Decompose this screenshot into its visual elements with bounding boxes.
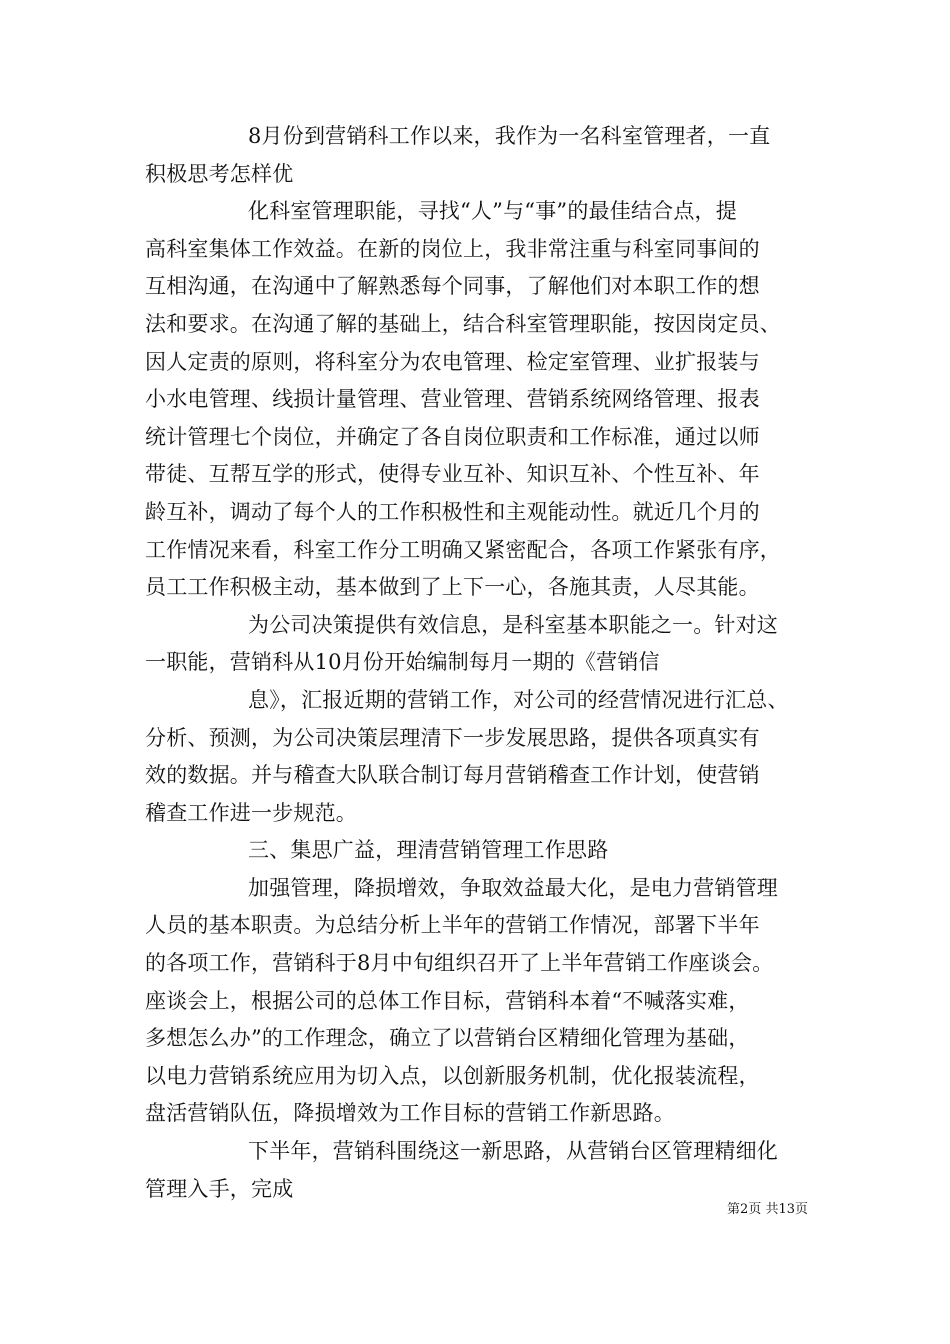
- text-line: 小水电管理、线损计量管理、营业管理、营销系统网络管理、报表: [145, 387, 760, 412]
- text-line: 为公司决策提供有效信息，是科室基本职能之一。针对这: [248, 612, 778, 637]
- text-line: 下半年，营销科围绕这一新思路，从营销台区管理精细化: [248, 1139, 778, 1164]
- text-line: 员工工作积极主动，基本做到了上下一心，各施其责，人尽其能。: [145, 575, 760, 600]
- text-line: 因人定责的原则，将科室分为农电管理、检定室管理、业扩报装与: [145, 349, 760, 374]
- text-line: 的各项工作，营销科于8月中旬组织召开了上半年营销工作座谈会。: [145, 951, 774, 976]
- text-line: 座谈会上，根据公司的总体工作目标，营销科本着“不喊落实难，: [145, 988, 750, 1013]
- text-line: 工作情况来看，科室工作分工明确又紧密配合，各项工作紧张有序，: [145, 537, 781, 562]
- section-heading: 三、集思广益，理清营销管理工作思路: [248, 838, 609, 863]
- text-line: 积极思考怎样优: [145, 161, 294, 186]
- text-line: 互相沟通，在沟通中了解熟悉每个同事，了解他们对本职工作的想: [145, 274, 760, 299]
- document-body: [145, 118, 813, 1208]
- text-line: 管理入手，完成: [145, 1176, 294, 1201]
- text-line: 高科室集体工作效益。在新的岗位上，我非常注重与科室同事间的: [145, 236, 760, 261]
- text-line: 法和要求。在沟通了解的基础上，结合科室管理职能，按因岗定员、: [145, 311, 781, 336]
- text-line: 息》，汇报近期的营销工作，对公司的经营情况进行汇总、: [248, 687, 789, 712]
- text-line: 多想怎么办”的工作理念，确立了以营销台区精细化管理为基础，: [145, 1026, 750, 1051]
- text-line: 加强管理，降损增效，争取效益最大化，是电力营销管理: [248, 875, 778, 900]
- text-line: 化科室管理职能，寻找“人”与“事”的最佳结合点，提: [248, 199, 737, 224]
- text-line: 统计管理七个岗位，并确定了各自岗位职责和工作标准，通过以师: [145, 424, 760, 449]
- text-line: 带徒、互帮互学的形式，使得专业互补、知识互补、个性互补、年: [145, 462, 760, 487]
- text-line: 一职能，营销科从10月份开始编制每月一期的《营销信: [145, 650, 660, 675]
- text-line: 效的数据。并与稽查大队联合制订每月营销稽查工作计划，使营销: [145, 763, 760, 788]
- page-number: 第2页 共13页: [727, 1202, 808, 1217]
- text-line: 分析、预测，为公司决策层理清下一步发展思路，提供各项真实有: [145, 725, 760, 750]
- text-line: 盘活营销队伍，降损增效为工作目标的营销工作新思路。: [145, 1101, 675, 1126]
- text-line: 龄互补，调动了每个人的工作积极性和主观能动性。就近几个月的: [145, 499, 760, 524]
- text-line: 8月份到营销科工作以来，我作为一名科室管理者，一直: [248, 124, 771, 148]
- text-line: 以电力营销系统应用为切入点，以创新服务机制，优化报装流程，: [145, 1063, 760, 1088]
- text-line: 稽查工作进一步规范。: [145, 800, 357, 825]
- text-line: 人员的基本职责。为总结分析上半年的营销工作情况，部署下半年: [145, 913, 760, 938]
